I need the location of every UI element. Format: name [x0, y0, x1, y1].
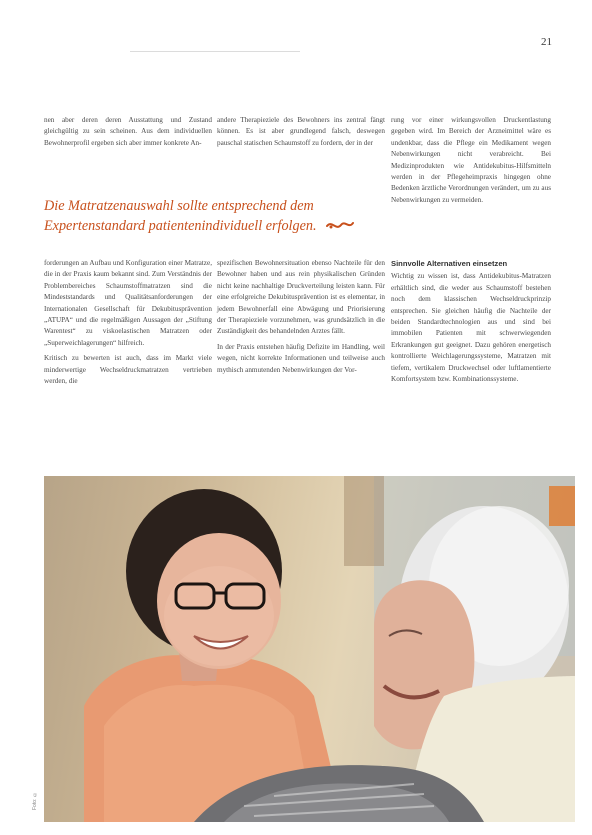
pull-quote-line-2: [44, 216, 404, 237]
photo-credit: Foto: ©: [32, 791, 38, 810]
pull-quote-line-2-text: Expertenstandard patientenindividuell erfolgen.: [44, 218, 317, 234]
bottom-column-1-para-1: forderungen an Aufbau und Konfiguration einer Matratze, die in der Praxis kaum bekannt sind. Zum Verständnis der Problembereiches Schaumstoffmatratzen sind die Mindeststandards und Qualitätsanforderungen der Internationalen Gesellschaft für Dekubitusprävention „ATUPA“ und die regelmäßigen Aussagen der „Stiftung Warentest“ zu viskoelastischen Matratzen oder „Superweichlagerungen“ hilfreich.: [44, 259, 212, 347]
section-heading: Sinnvolle Alternativen einsetzen: [391, 259, 508, 268]
bottom-column-3: [391, 258, 551, 389]
photo-illustration: [44, 476, 575, 822]
bottom-column-2-para-1: spezifischen Bewohnersituation ebenso Nachteile für den Bewohner haben und aus rein physikalischen Gründen nicht keine nachhaltige Druckverteilung leisten kann. Für eine erfolgreiche Dekubitusprävention ist es elementar, in jedem Bewohnerfall eine Abwägung und Priorisierung der Therapieziele vorzunehmen, was grundsätzlich in die Zuständigkeit des behandelnden Arztes fällt.: [217, 259, 385, 336]
top-column-3: [391, 115, 551, 210]
swash-ornament-icon: [326, 217, 354, 237]
bottom-column-2: [217, 258, 385, 380]
bottom-column-2-para-2: In der Praxis entstehen häufig Defizite im Handling, weil wegen, nicht korrekte Informationen und teilweise auch mythisch anmutenden Nebenwirkungen der Vor-: [217, 342, 385, 374]
pull-quote: [44, 196, 404, 237]
photo-caregiver-and-elderly-patient: [44, 476, 575, 822]
pull-quote-line-1: Die Matratzenauswahl sollte entsprechend dem: [44, 198, 314, 214]
top-column-2: [217, 115, 385, 153]
bottom-column-1-para-2: Kritisch zu bewerten ist auch, dass im Markt viele minderwertige Wechseldruckmatratzen vertrieben werden, die: [44, 354, 212, 386]
header-rule: [130, 51, 300, 52]
top-column-1-text: nen aber deren deren Ausstattung und Zustand gleichgültig zu sein scheinen. Aus dem individuellen Bewohnerprofil ergeben sich aber immer konkrete An-: [44, 116, 212, 147]
top-column-3-text: rung vor einer wirkungsvollen Druckentlastung gegeben wird. Im Bereich der Arzneimittel wäre es undenkbar, dass die Pflege ein Medikament wegen Nebenwirkungen nicht verabreicht. Bei Medizinprodukten wie Antidekubitus-Hilfsmitteln werden in der Pflegeheimpraxis hingegen ohne Bedenken ärztliche Verordnungen verändert, um zu aus Nebenwirkungen zu vermeiden.: [391, 116, 551, 204]
bottom-column-1: [44, 258, 212, 391]
page-number: 21: [541, 36, 552, 48]
top-column-1: [44, 115, 212, 153]
top-column-2-text: andere Therapieziele des Bewohners ins zentral fängt können. Es ist aber grundlegend falsch, deswegen pauschal statischen Schaumstoff zu fordern, der in der: [217, 116, 385, 147]
bottom-column-3-para-1: Wichtig zu wissen ist, dass Antidekubitus-Matratzen erhältlich sind, die weder aus Schaumstoff bestehen noch dem klassischen Wechseldruckprinzip entsprechen. Sie gleichen häufig die Nachteile der beiden Standardtechnologien aus und sind bei immobilen Patienten mit schwerwiegenden Erkrankungen gut geeignet. Dazu gehören energetisch kontrollierte Weichlagerungssysteme, Matratzen mit tiefem, vertikalem Druckwechsel oder luftlamentierte Komfortsystem bzw. Kombinationssysteme.: [391, 272, 551, 384]
